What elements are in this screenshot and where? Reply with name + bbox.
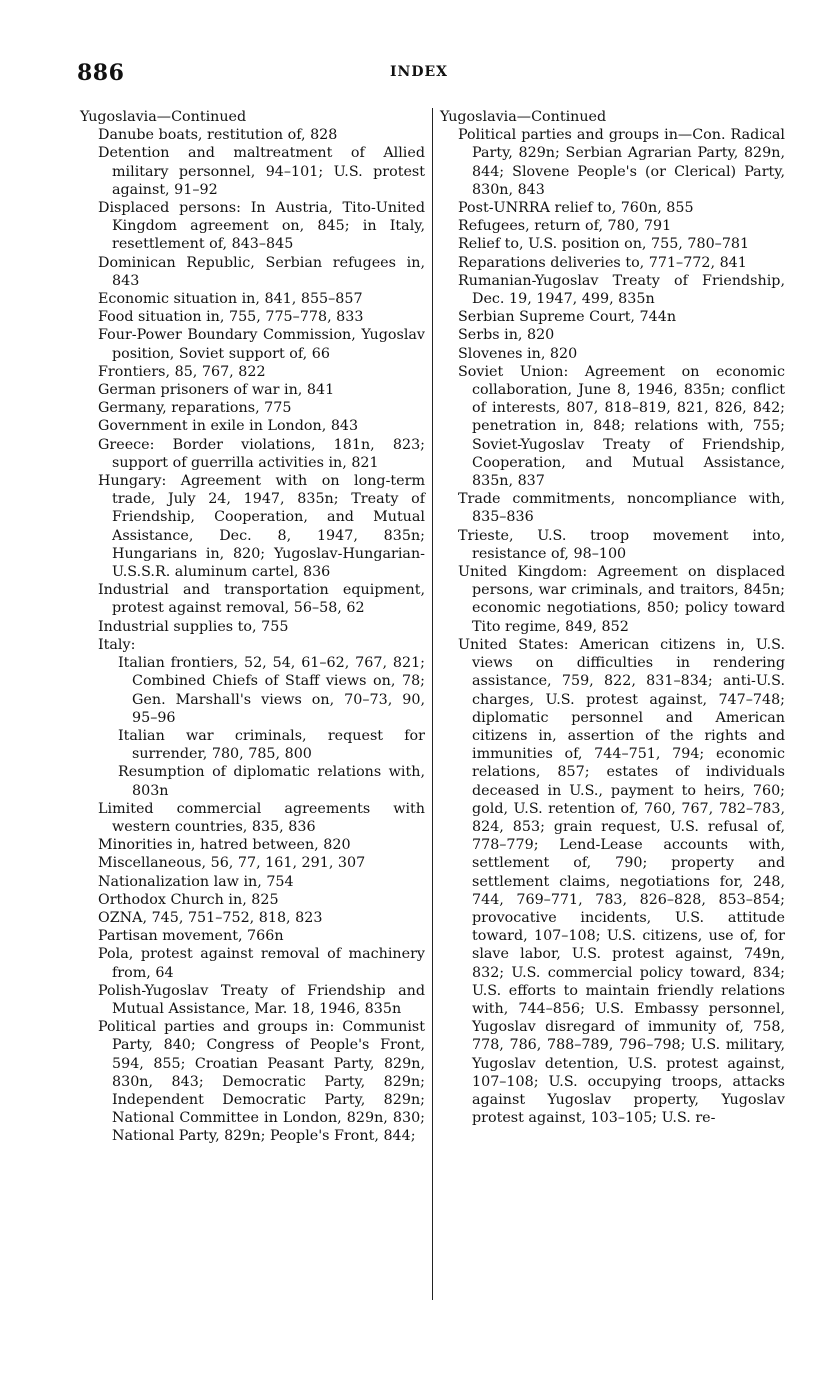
index-entry: Limited commercial agreements with western countries, 835, 836	[98, 800, 425, 835]
index-entry: Government in exile in London, 843	[98, 418, 359, 435]
index-entry: Industrial and transportation equipment, protest against removal, 56–58, 62	[98, 582, 425, 617]
index-entry: Frontiers, 85, 767, 822	[98, 363, 266, 380]
index-entry: Displaced persons: In Austria, Tito-United Kingdom agreement on, 845; in Italy, resettlement of, 843–845	[98, 200, 425, 253]
index-entry: United States: American citizens in, U.S. views on difficulties in rendering assistance, 759, 822, 831–834; anti-U.S. charges, U.S. protest against, 747–748; diplomatic personnel and American citizens in, assertion of the rights and immunities of, 744–751, 794; economic relations, 857; estates of individuals deceased in U.S., payment to heirs, 760; gold, U.S. retention of, 760, 767, 782–783, 824, 853; grain request, U.S. refusal of, 778–779; Lend-Lease accounts with, settlement of, 790; property and settlement claims, negotiations for, 248, 744, 769–771, 783, 826–828, 853–854; provocative incidents, U.S. attitude toward, 107–108; U.S. citizens, use of, for slave labor, U.S. protest against, 749n, 832; U.S. commercial policy toward, 834; U.S. efforts to maintain friendly relations with, 744–856; U.S. Embassy personnel, Yugoslav disregard of immunity of, 758, 778, 786, 788–789, 796–798; U.S. military, Yugoslav detention, U.S. protest against, 107–108; U.S. occupying troops, attacks against Yugoslav property, Yugoslav protest against, 103–105; U.S. re-	[458, 636, 785, 1127]
index-entry: Orthodox Church in, 825	[98, 891, 279, 908]
index-entry: Dominican Republic, Serbian refugees in, 843	[98, 254, 425, 289]
index-entry: Trade commitments, noncompliance with, 835–836	[458, 491, 785, 526]
column-heading: Yugoslavia—Continued	[80, 109, 247, 125]
index-entry: Post-UNRRA relief to, 760n, 855	[458, 200, 694, 217]
index-entry: Serbs in, 820	[458, 327, 555, 344]
index-entry: Four-Power Boundary Commission, Yugoslav position, Soviet support of, 66	[98, 327, 425, 362]
index-entry: Germany, reparations, 775	[98, 400, 292, 417]
right-column	[440, 108, 785, 1127]
page-header	[0, 60, 838, 90]
index-entry: Political parties and groups in: Communist Party, 840; Congress of People's Front, 594, 855; Croatian Peasant Party, 829n, 830n, 843; Democratic Party, 829n; Independent Democratic Party, 829n; National Committee in London, 829n, 830; National Party, 829n; People's Front, 844;	[98, 1019, 425, 1145]
index-entry: Economic situation in, 841, 855–857	[98, 291, 363, 308]
index-entry: Rumanian-Yugoslav Treaty of Friendship, Dec. 19, 1947, 499, 835n	[458, 272, 785, 308]
index-entry: Partisan movement, 766n	[98, 928, 284, 945]
index-entry: Relief to, U.S. position on, 755, 780–781	[458, 236, 750, 253]
index-entry: Detention and maltreatment of Allied military personnel, 94–101; U.S. protest against, 91–92	[98, 145, 425, 198]
running-title: INDEX	[389, 64, 449, 80]
index-entry: OZNA, 745, 751–752, 818, 823	[98, 909, 323, 926]
column-heading: Yugoslavia—Continued	[440, 109, 607, 125]
index-entry: Political parties and groups in—Con. Radical Party, 829n; Serbian Agrarian Party, 829n, 844; Slovene People's (or Clerical) Party, 830n, 843	[458, 127, 785, 198]
index-entry: Polish-Yugoslav Treaty of Friendship and Mutual Assistance, Mar. 18, 1946, 835n	[98, 982, 425, 1017]
column-divider	[432, 108, 433, 1300]
left-column	[80, 108, 425, 1146]
index-entry: Nationalization law in, 754	[98, 873, 294, 890]
index-entry: Slovenes in, 820	[458, 345, 578, 362]
index-entry: Serbian Supreme Court, 744n	[458, 309, 677, 326]
index-entry: Italy:	[98, 636, 136, 653]
index-entry: Danube boats, restitution of, 828	[98, 127, 338, 144]
page-number: 886	[77, 60, 125, 86]
index-entry: Minorities in, hatred between, 820	[98, 837, 351, 854]
index-entry: United Kingdom: Agreement on displaced persons, war criminals, and traitors, 845n; economic negotiations, 850; policy toward Tito regime, 849, 852	[458, 564, 785, 635]
index-entry: Greece: Border violations, 181n, 823; support of guerrilla activities in, 821	[98, 436, 425, 471]
index-subentry: Italian war criminals, request for surrender, 780, 785, 800	[118, 727, 425, 763]
index-subentry: Resumption of diplomatic relations with, 803n	[118, 764, 425, 799]
index-entry: Food situation in, 755, 775–778, 833	[98, 309, 364, 326]
index-entry: Trieste, U.S. troop movement into, resistance of, 98–100	[458, 527, 785, 562]
index-entry: Refugees, return of, 780, 791	[458, 218, 672, 235]
index-entry: Industrial supplies to, 755	[98, 618, 289, 635]
index-subentry: Italian frontiers, 52, 54, 61–62, 767, 821; Combined Chiefs of Staff views on, 78; Gen. Marshall's views on, 70–73, 90, 95–96	[118, 655, 425, 726]
index-entry: Pola, protest against removal of machinery from, 64	[98, 946, 425, 981]
index-entry: Soviet Union: Agreement on economic collaboration, June 8, 1946, 835n; conflict of interests, 807, 818–819, 821, 826, 842; penetration in, 848; relations with, 755; Soviet-Yugoslav Treaty of Friendship, Cooperation, and Mutual Assistance, 835n, 837	[458, 363, 785, 490]
index-entry: Miscellaneous, 56, 77, 161, 291, 307	[98, 855, 366, 872]
index-entry: Hungary: Agreement with on long-term trade, July 24, 1947, 835n; Treaty of Friendship, Cooperation, and Mutual Assistance, Dec. 8, 1947, 835n; Hungarians in, 820; Yugoslav-Hungarian-U.S.S.R. aluminum cartel, 836	[98, 473, 425, 581]
index-entry: Reparations deliveries to, 771–772, 841	[458, 254, 747, 271]
index-entry: German prisoners of war in, 841	[98, 382, 335, 399]
